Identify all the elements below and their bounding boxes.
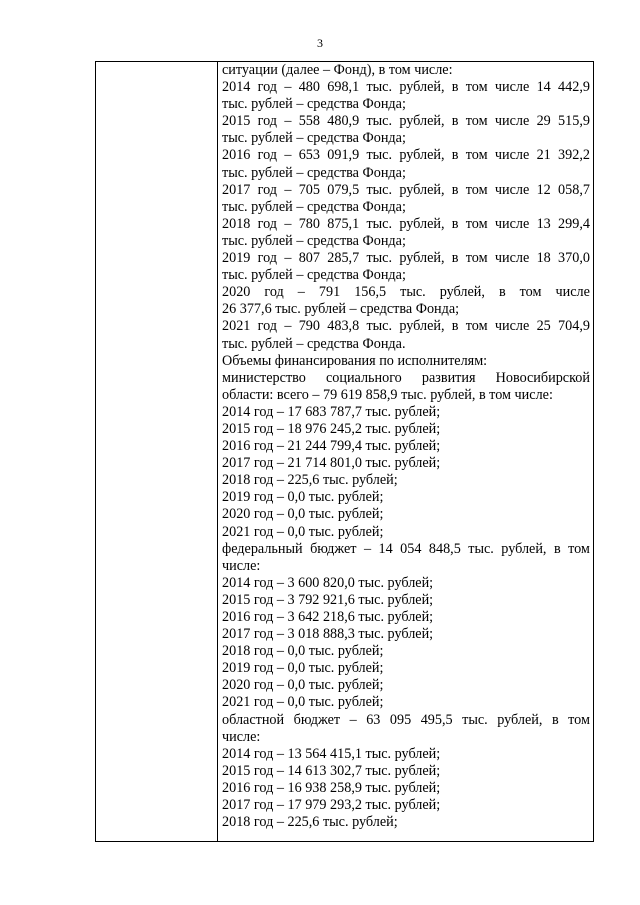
text-line: 2014 год – 480 698,1 тыс. рублей, в том числе 14 442,9 bbox=[222, 79, 590, 96]
text-line: Объемы финансирования по исполнителям: bbox=[222, 352, 488, 369]
text-line: федеральный бюджет – 14 054 848,5 тыс. рублей, в том bbox=[222, 540, 590, 557]
text-line: тыс. рублей – средства Фонда; bbox=[222, 198, 406, 215]
text-line: 2018 год – 225,6 тыс. рублей; bbox=[222, 814, 398, 831]
funding-table bbox=[95, 61, 594, 842]
text-line: 2019 год – 807 285,7 тыс. рублей, в том числе 18 370,0 bbox=[222, 250, 590, 267]
text-line: 2016 год – 16 938 258,9 тыс. рублей; bbox=[222, 779, 441, 796]
text-line: области: всего – 79 619 858,9 тыс. рублей, в том числе: bbox=[222, 386, 553, 403]
text-line: 2020 год – 0,0 тыс. рублей; bbox=[222, 677, 384, 694]
text-line: 2015 год – 558 480,9 тыс. рублей, в том числе 29 515,9 bbox=[222, 113, 590, 130]
text-line: 2019 год – 0,0 тыс. рублей; bbox=[222, 660, 384, 677]
text-line: министерство социального развития Новосибирской bbox=[222, 369, 590, 386]
text-line: 2014 год – 17 683 787,7 тыс. рублей; bbox=[222, 403, 441, 420]
text-line: 2020 год – 0,0 тыс. рублей; bbox=[222, 506, 384, 523]
text-line: 2014 год – 13 564 415,1 тыс. рублей; bbox=[222, 745, 441, 762]
text-line: тыс. рублей – средства Фонда; bbox=[222, 267, 406, 284]
text-line: 2021 год – 0,0 тыс. рублей; bbox=[222, 694, 384, 711]
text-line: 2021 год – 790 483,8 тыс. рублей, в том числе 25 704,9 bbox=[222, 318, 590, 335]
text-line: 2017 год – 3 018 888,3 тыс. рублей; bbox=[222, 626, 434, 643]
text-line: 2017 год – 705 079,5 тыс. рублей, в том числе 12 058,7 bbox=[222, 181, 590, 198]
text-line: 2018 год – 780 875,1 тыс. рублей, в том числе 13 299,4 bbox=[222, 215, 590, 232]
text-line: 2015 год – 14 613 302,7 тыс. рублей; bbox=[222, 762, 441, 779]
text-line: числе: bbox=[222, 728, 261, 745]
text-line: областной бюджет – 63 095 495,5 тыс. рублей, в том bbox=[222, 711, 590, 728]
text-line: тыс. рублей – средства Фонда; bbox=[222, 130, 406, 147]
text-line: тыс. рублей – средства Фонда; bbox=[222, 232, 406, 249]
text-line: 2018 год – 0,0 тыс. рублей; bbox=[222, 643, 384, 660]
text-line: 2018 год – 225,6 тыс. рублей; bbox=[222, 472, 398, 489]
text-line: тыс. рублей – средства Фонда; bbox=[222, 164, 406, 181]
text-line: 2016 год – 21 244 799,4 тыс. рублей; bbox=[222, 438, 441, 455]
text-line: тыс. рублей – средства Фонда; bbox=[222, 96, 406, 113]
text-line: 2016 год – 3 642 218,6 тыс. рублей; bbox=[222, 609, 434, 625]
text-line: 2016 год – 653 091,9 тыс. рублей, в том числе 21 392,2 bbox=[222, 147, 590, 164]
column-divider bbox=[217, 62, 218, 841]
text-line: числе: bbox=[222, 557, 261, 574]
text-line: 2015 год – 18 976 245,2 тыс. рублей; bbox=[222, 420, 441, 437]
text-line: 2019 год – 0,0 тыс. рублей; bbox=[222, 489, 384, 506]
text-line: 2017 год – 21 714 801,0 тыс. рублей; bbox=[222, 455, 441, 472]
text-line: ситуации (далее – Фонд), в том числе: bbox=[222, 62, 453, 78]
text-line: 2015 год – 3 792 921,6 тыс. рублей; bbox=[222, 591, 434, 608]
text-line: тыс. рублей – средства Фонда. bbox=[222, 335, 406, 352]
text-line: 2017 год – 17 979 293,2 тыс. рублей; bbox=[222, 797, 441, 814]
text-line: 2014 год – 3 600 820,0 тыс. рублей; bbox=[222, 574, 434, 591]
text-line: 2021 год – 0,0 тыс. рублей; bbox=[222, 523, 384, 540]
text-line: 26 377,6 тыс. рублей – средства Фонда; bbox=[222, 301, 460, 318]
page-number: 3 bbox=[317, 36, 323, 50]
table-right-cell bbox=[222, 62, 590, 831]
table-left-cell bbox=[96, 62, 217, 841]
text-line: 2020 год – 791 156,5 тыс. рублей, в том числе bbox=[222, 284, 590, 301]
